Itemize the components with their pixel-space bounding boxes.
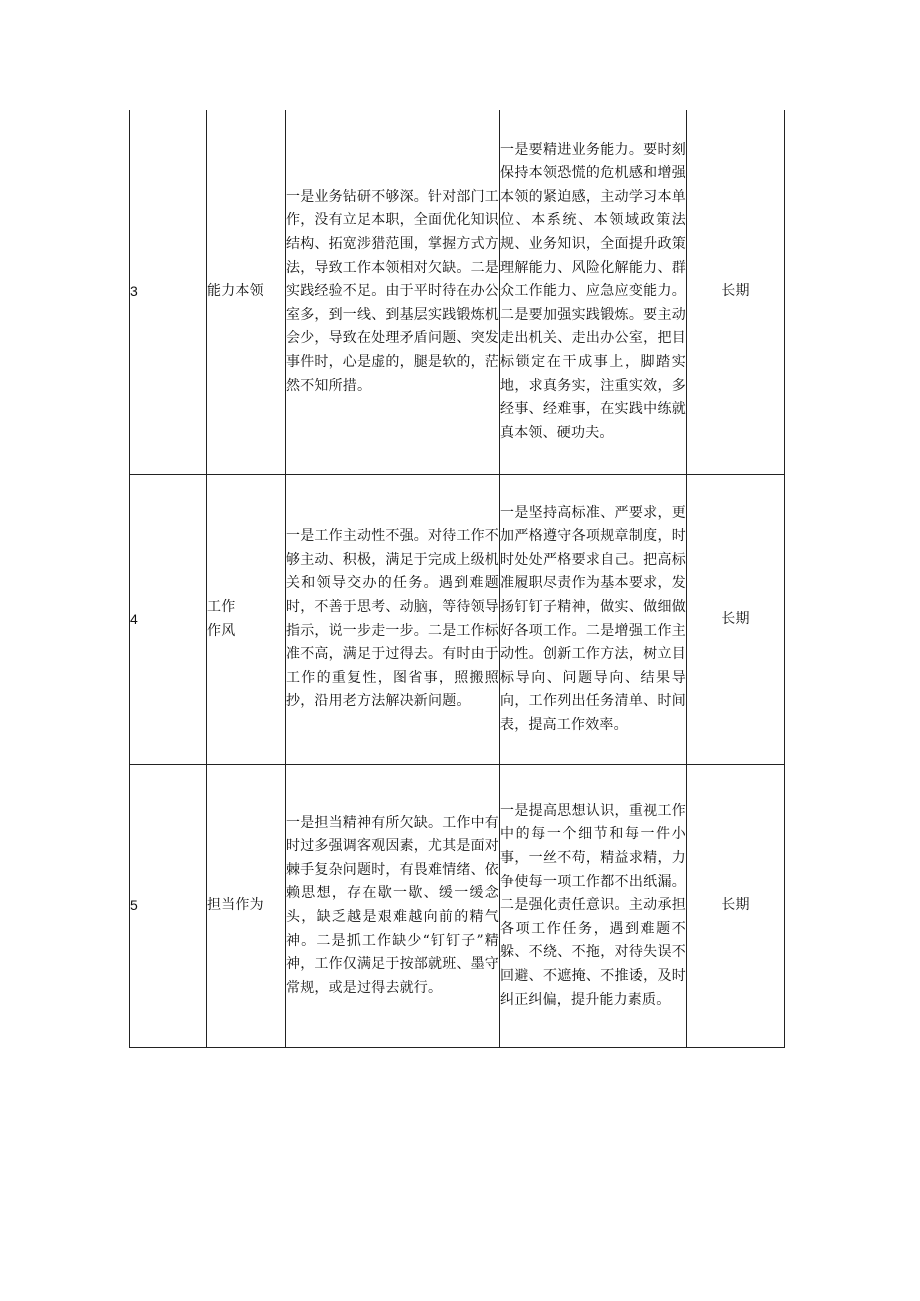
problem-cell: 一是担当精神有所欠缺。工作中有时过多强调客观因素，尤其是面对棘手复杂问题时，有畏难情绪、依赖思想，存在歇一歇、缓一缓念头，缺乏越是艰难越向前的精气神。二是抓工作缺少“钉钉子”精神，工作仅满足于按部就班、墨守常规，或是过得去就行。: [286, 765, 500, 1048]
term-cell: 长期: [687, 765, 785, 1048]
item-text-wrap: 工作作风: [207, 598, 236, 639]
table-row: [130, 475, 785, 765]
problem-cell: 一是业务钻研不够深。针对部门工作，没有立足本职，全面优化知识结构、拓宽涉猎范围，掌握方式方法，导致工作本领相对欠缺。二是实践经验不足。由于平时待在办公室多，到一线、到基层实践锻炼机会少，导致在处理矛盾问题、突发事件时，心是虚的，腿是软的，茫然不知所措。: [286, 110, 500, 475]
measure-cell: 一是要精进业务能力。要时刻保持本领恐慌的危机感和增强本领的紧迫感，主动学习本单位、本系统、本领域政策法规、业务知识，全面提升政策理解能力、风险化解能力、群众工作能力、应急应变能力。二是要加强实践锻炼。要主动走出机关、走出办公室，把目标锁定在干成事上，脚踏实地，求真务实，注重实效，多经事、经难事，在实践中练就真本领、硬功夫。: [500, 110, 687, 475]
table-row: [130, 110, 785, 475]
problem-cell: 一是工作主动性不强。对待工作不够主动、积极，满足于完成上级机关和领导交办的任务。遇到难题时，不善于思考、动脑，等待领导指示，说一步走一步。二是工作标准不高，满足于过得去。有时由于工作的重复性，图省事，照搬照抄，沿用老方法解决新问题。: [286, 475, 500, 765]
item-cell: [207, 475, 286, 765]
term-cell: 长期: [687, 475, 785, 765]
item-cell: 担当作为: [207, 765, 286, 1048]
item-cell: 能力本领: [207, 110, 286, 475]
row-number-cell: 4: [130, 475, 207, 765]
table-row: [130, 765, 785, 1048]
rectification-table: [129, 110, 785, 1048]
row-number-cell: 3: [130, 110, 207, 475]
term-cell: 长期: [687, 110, 785, 475]
row-number-cell: 5: [130, 765, 207, 1048]
measure-cell: 一是坚持高标准、严要求，更加严格遵守各项规章制度，时时处处严格要求自己。把高标准履职尽责作为基本要求，发扬钉钉子精神，做实、做细做好各项工作。二是增强工作主动性。创新工作方法，树立目标导向、问题导向、结果导向，工作列出任务清单、时间表，提高工作效率。: [500, 475, 687, 765]
measure-cell: 一是提高思想认识，重视工作中的每一个细节和每一件小事，一丝不苟，精益求精，力争使每一项工作都不出纸漏。二是强化责任意识。主动承担各项工作任务，遇到难题不躲、不绕、不拖，对待失误不回避、不遮掩、不推诿，及时纠正纠偏，提升能力素质。: [500, 765, 687, 1048]
